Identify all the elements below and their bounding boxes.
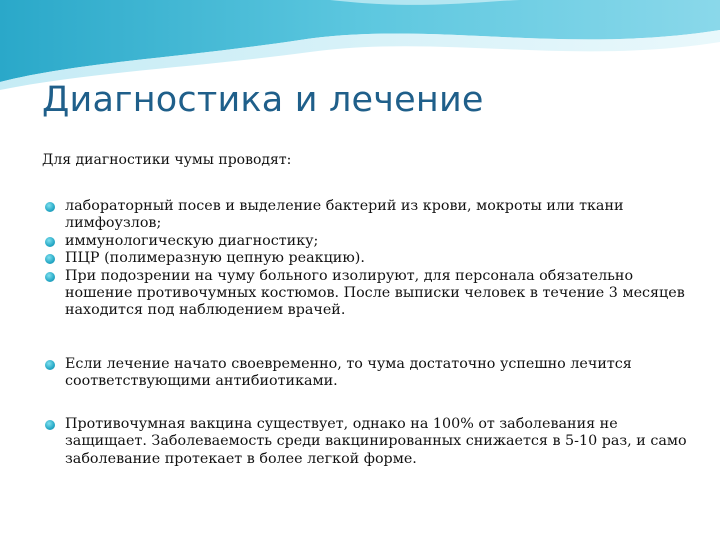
list-item: [44, 356, 694, 391]
list-item-text: иммунологическую диагностику;: [65, 232, 319, 249]
diagnostics-list: [44, 198, 694, 320]
vaccine-list: [44, 416, 694, 468]
list-item: [44, 268, 694, 320]
list-item-text: При подозрении на чуму больного изолируют, для персонала обязательно ношение противочумных костюмов. После выписки человек в течение 3 месяцев находится под наблюдением врачей.: [65, 267, 685, 319]
header-wave-decoration: [0, 0, 720, 90]
treatment-text: Если лечение начато своевременно, то чума достаточно успешно лечится соответствующими антибиотиками.: [65, 356, 632, 390]
list-item-text: ПЦР (полимеразную цепную реакцию).: [65, 250, 365, 267]
list-item: [44, 416, 694, 468]
list-item: [44, 250, 694, 267]
bullet-icon: [45, 420, 55, 430]
list-item: [44, 198, 694, 233]
vaccine-text: Противочумная вакцина существует, однако на 100% от заболевания не защищает. Заболеваемость среди вакцинированных снижается в 5-10 раз, и само заболевание протекает в более легкой форме.: [65, 416, 687, 467]
bullet-icon: [45, 254, 55, 264]
bullet-icon: [45, 202, 55, 212]
bullet-icon: [45, 272, 55, 282]
list-item-text: лабораторный посев и выделение бактерий из крови, мокроты или ткани лимфоузлов;: [65, 198, 624, 232]
page-title: Диагностика и лечение: [42, 80, 484, 120]
bullet-icon: [45, 237, 55, 247]
bullet-icon: [45, 360, 55, 370]
intro-text: Для диагностики чумы проводят:: [42, 152, 292, 168]
list-item: [44, 233, 694, 250]
treatment-list: [44, 356, 694, 391]
